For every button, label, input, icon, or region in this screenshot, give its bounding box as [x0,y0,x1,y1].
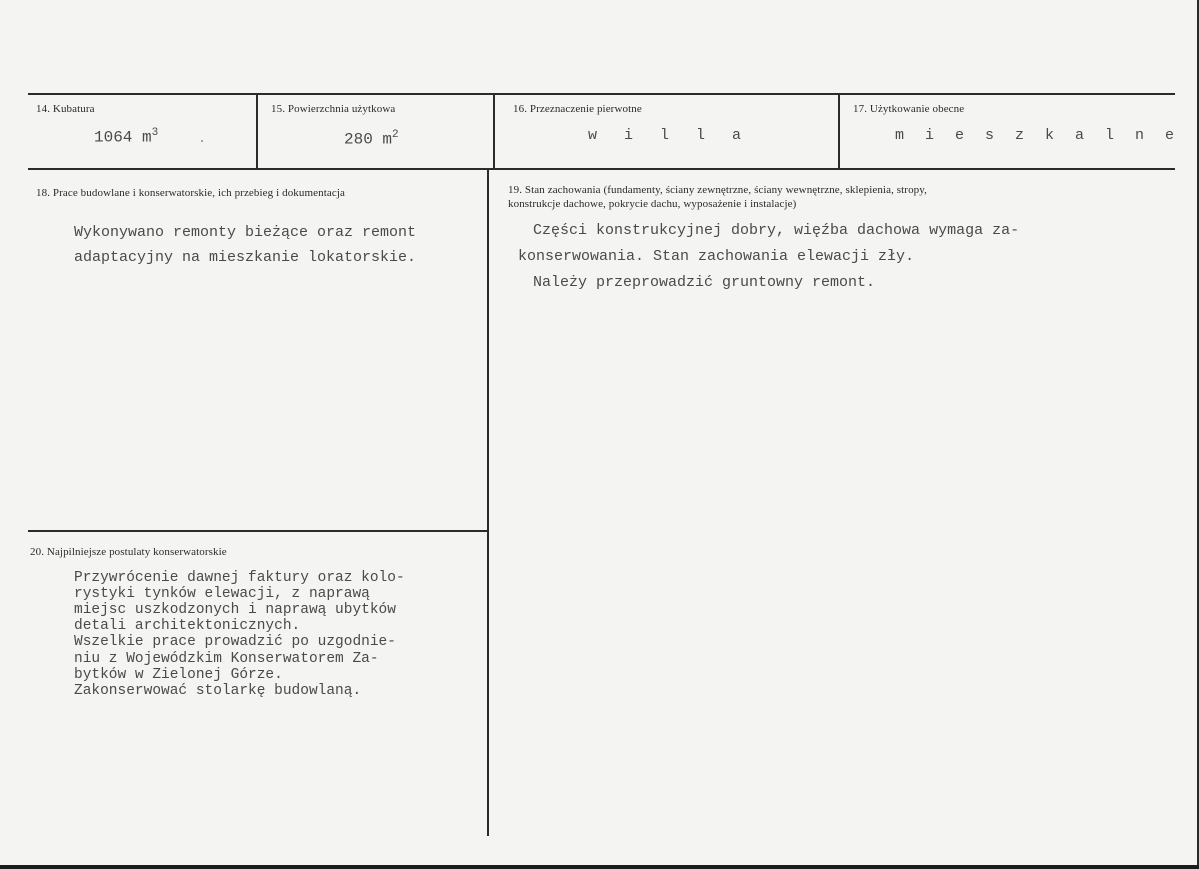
field-15-value [344,129,399,148]
main-column-divider [487,169,489,836]
powierzchnia-unit-exponent: 2 [392,129,399,141]
field-15-label: 15. Powierzchnia użytkowa [271,103,396,115]
field-17-label: 17. Użytkowanie obecne [853,103,965,115]
field-20-line-7: bytków w Zielonej Górze. [74,667,283,683]
field-16-value: w i l l a [588,127,751,144]
kubatura-unit-exponent: 3 [151,127,159,139]
top-rule [28,93,1175,95]
field-20-line-8: Zakonserwować stolarkę budowlaną. [74,683,362,699]
field-16-label: 16. Przeznaczenie pierwotne [513,103,642,115]
field-18-label: 18. Prace budowlane i konserwatorskie, ich przebieg i dokumentacja [36,187,345,199]
field-14-label: 14. Kubatura [36,103,95,115]
powierzchnia-value: 280 m [344,130,393,149]
field-20-line-1: Przywrócenie dawnej faktury oraz kolo- [74,570,405,586]
field-19-line-2: konserwowania. Stan zachowania elewacji zły. [518,248,915,265]
divider-16-17 [838,94,840,168]
ink-dot [201,140,203,142]
divider-15-16 [493,94,495,168]
field-18-line-2: adaptacyjny na mieszkanie lokatorskie. [74,249,417,266]
field-18-line-1: Wykonywano remonty bieżące oraz remont [74,224,417,241]
header-bottom-rule [28,168,1175,170]
kubatura-value: 1064 m [94,128,152,147]
field-14-value [94,127,158,146]
field-20-line-2: rystyki tynków elewacji, z naprawą [74,586,370,602]
field-20-line-6: niu z Wojewódzkim Konserwatorem Za- [74,651,379,667]
field-20-line-5: Wszelkie prace prowadzić po uzgodnie- [74,634,396,650]
field-19-line-1: Części konstrukcyjnej dobry, więźba dachowa wymaga za- [533,222,1020,239]
f18-f20-divider [28,530,489,532]
field-19-label-line-2: konstrukcje dachowe, pokrycie dachu, wyposażenie i instalacje) [508,198,797,210]
field-20-line-3: miejsc uszkodzonych i naprawą ubytków [74,602,396,618]
field-20-line-4: detali architektonicznych. [74,618,301,634]
field-20-label: 20. Najpilniejsze postulaty konserwatorskie [30,546,227,558]
field-19-label-line-1: 19. Stan zachowania (fundamenty, ściany zewnętrzne, ściany wewnętrzne, sklepienia, stropy, [508,184,928,196]
field-17-value: m i e s z k a l n e [895,127,1181,144]
field-19-line-3: Należy przeprowadzić gruntowny remont. [533,274,876,291]
divider-14-15 [256,94,258,168]
